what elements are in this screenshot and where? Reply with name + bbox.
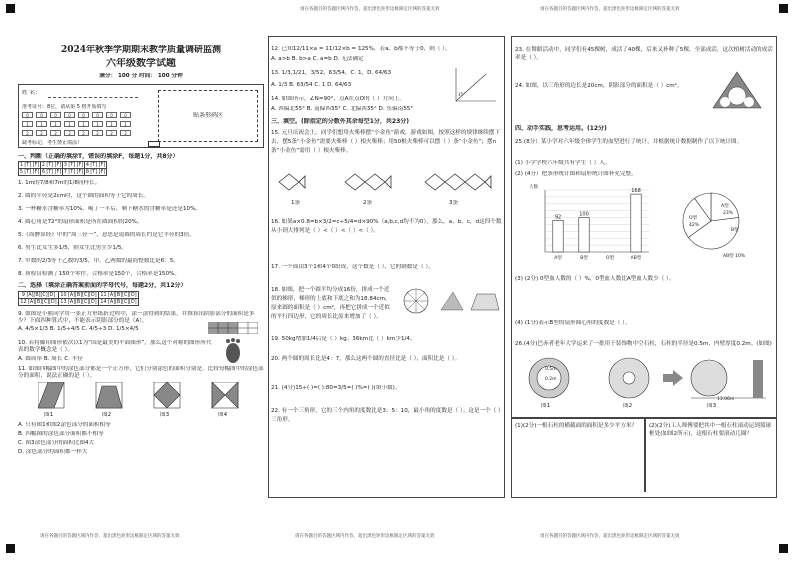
category-label: B型 [580,256,588,261]
question-25-2: (2) (4分）把条形统计图和扇形统计图补充完整。 [515,171,637,177]
digit-cell[interactable]: 0 [92,112,103,118]
question-1: 1. 1m的7/8和7m的1/8同样长。 [18,180,101,186]
pie-label: O型 [689,216,698,221]
answer-cell[interactable]: 6 [T] [F] [41,169,62,175]
question-10-options: A. 圆周率 B. 周长 C. 半径 [18,356,83,362]
digit-cell[interactable]: 1 [64,121,75,127]
q26-length-label: 13.06m [717,397,735,402]
q14-angle-figure [446,66,500,106]
exam-no-label: 准考证号：8位，请从第 5 格开始填写 [22,104,107,110]
question-11: 11. 如图四幅图中的涂色部分都是一个正方形，它们分别涂色的面积分别是，比较每幅图中的涂色部分的面积，说法正确的是（ ）。 [18,366,264,379]
question-14-options: A. 西偏北55° B. 南偏西35° C. 北偏西35° D. 东偏南55° [271,106,414,112]
question-16: 16. 如果a×0.8=b×3/2=c÷5/4=d×90%（a,b,c,d均不为0），那么，a，b，c，d这四个数从小到大排列是（ ）<（ ）<（ ）<（ ）。 [271,219,502,234]
answer-cell[interactable]: 8 [T] [F] [85,169,106,175]
digit-cell[interactable]: 1 [106,121,117,127]
category-label: A型 [554,256,562,261]
question-25-3: (3) (2分) 0型血人数的（ ）%，0型血人数比A型血人数少（ ）。 [515,276,675,282]
digit-cell[interactable]: 1 [120,121,131,127]
bottom-notice: 请在各题目的答题区域内作答，超出黑色矩形边框限定区域的答案无效 [40,534,180,539]
absent-label: 缺考标记，考生禁止填涂！ [22,140,83,146]
exam-subtitle: 六年级数学试题 [106,58,176,69]
corner-mark [779,544,788,553]
question-13: 13. 1/3,1/21，3/52，63/54，C. 1，D. 64/63 [271,70,392,76]
answer-cell[interactable]: 4 [T] [F] [85,162,106,168]
part2-heading: 二、选择（填涂正确答案前面的字母代号，每题2分，共12分） [18,282,187,289]
q9-shaded-grid [208,322,258,334]
question-20: 20. 两个圆的周长比是4：7，那么这两个圆的直径比是（ ），面积比是（ ）。 [271,356,461,362]
bar-value-label: 100 [579,211,589,218]
question-11-option-b: B. 四幅图的涂色部分面积都不相等 [18,431,104,437]
question-23: 23. 在舞蹈活动中，同学们有45棵树，成活了40棵，后来又补种了5棵，全部成活，这次植树活动的成活率是（ ）。 [515,47,773,61]
question-6: 6. 男生比女生多1/5，则女生比男生少1/5。 [18,245,128,251]
q11-label: 图3 [160,412,170,418]
question-15: 15. 元旦庆祝会上，同学们想用火柴棒摆“小金鱼”游戏，游戏如图，按照这样的规律继续摆下去，摆5条“小金鱼”需要火柴棒（ ）根火柴棒；用50根火柴棒可以摆（ ）条“小金鱼”；摆n条“小金鱼”需用（ ）根火柴棒。 [271,130,501,154]
bar [631,194,641,252]
y-axis-label: 人数 [529,185,538,190]
q11-label: 图2 [102,412,112,418]
digit-cell[interactable]: 2 [22,130,33,136]
exam-meta: 满分： 100 分 时间： 100 分钟 [99,73,183,79]
question-19: 19. 50kg增加1/4后是（ ）kg；36km比（ ）km少1/4。 [271,336,416,342]
blood-type-bar-chart [527,180,657,264]
question-7: 7. 甲数的2/3等于乙数的3/5，甲、乙两数的最简整数比是6：5。 [18,258,179,264]
question-11-option-d: D. 涂色部分的面积都一样大 [18,449,88,455]
name-label: 姓 名： [22,90,41,96]
answer-cell[interactable]: 1 [T] [F] [19,162,40,168]
part2-answer-grid[interactable] [18,291,139,306]
digit-cell[interactable]: 2 [106,130,117,136]
q11-label: 图1 [44,412,54,418]
barcode-label: 贴条形码区 [192,112,223,119]
question-13-options: A. 1/3 B. 63/54 C. 1 D. 64/63 [271,82,352,88]
answer-cell[interactable]: 12 [A][B][C][D] [20,299,57,305]
q26-label: 图1 [541,403,551,409]
digit-cell[interactable]: 2 [78,130,89,136]
answer-cell[interactable]: 10 [A][B][C][D] [60,292,97,298]
pie-label: B型 [731,228,739,233]
digit-cell[interactable]: 2 [64,130,75,136]
digit-cell[interactable]: 0 [64,112,75,118]
question-10: 10. 若将脚印图形依次以1为“国是最美的平面图形”，那么这个对称的图形所代表的数学概念是（ ）。 [18,340,212,353]
digit-cell[interactable]: 1 [78,121,89,127]
question-9: 9. 如图是小熊同学用一张正方形纸折过程中，涂一涂得到的结果，并推算出阴影部分的面积是多少？下面四种算式中，不能表示阴影部分的是（A）。 [18,311,255,324]
corner-mark [779,4,788,13]
digit-cell[interactable]: 0 [50,112,61,118]
digit-cell[interactable]: 2 [92,130,103,136]
question-14: 14. 如图所示，∠N=90°，点A在点O的（ ）方向上。 [271,96,405,102]
q24-triangle-figure [711,70,763,110]
answer-cell[interactable]: 13 [A][B][C][D] [60,299,97,305]
digit-cell[interactable]: 1 [22,121,33,127]
digit-cell[interactable]: 1 [36,121,47,127]
question-8: 8. 质检员检测了150个零件，合格率是150个，合格率是150%。 [18,271,180,277]
pie-label: 23% [723,211,734,216]
top-notice: 请在各题目的答题区域内作答，超出黑色矩形边框限定区域的答案无效 [300,7,440,12]
question-26-b: (2)(2分)工人师傅要把其中一根石柱滚动运到篮球框处(如图2所示)，这根石柱要滚动几圈？ [649,423,772,437]
question-24: 24. 如图，以三角形的边长是20cm，阴影部分的面积是（ ）cm²。 [515,83,683,89]
digit-cell[interactable]: 0 [120,112,131,118]
question-25: 25.(8分）某小学对六年级全体学生的血型进行了统计，并根据统计数据制作了以下统计图。 [515,139,743,145]
column-3 [511,30,777,528]
q26-label: 图3 [707,403,717,409]
q15-label: 2条 [363,200,373,206]
category-label: AB型 [630,256,642,261]
digit-cell[interactable]: 2 [120,130,131,136]
part4-heading: 四、动手实践，思考运用。(12分) [515,125,607,132]
q18-circle-figure [401,286,501,316]
pie-label: AB型 10% [723,254,746,259]
bar-value-label: 92 [554,214,562,221]
question-26: 26.(4分)巴赤者老年大学运来了一批用于装饰物中空石柱，石柱的半径是0.5m，内壁厚度0.2m。(如图) [515,341,772,347]
bar [553,220,563,252]
part1-answer-grid[interactable] [18,161,107,176]
question-21: 21. (4分)15÷( )=( ):80=3/5=( )%=( )(填小数)。 [271,385,401,391]
bar [579,218,589,252]
corner-mark [6,544,15,553]
bar-value-label: 168 [631,188,641,195]
digit-cell[interactable]: 2 [36,130,47,136]
pie-label: A型 [721,204,729,209]
answer-cell[interactable]: 7 [T] [F] [63,169,84,175]
answer-cell[interactable]: 3 [T] [F] [63,162,84,168]
pie-label: 42% [689,223,700,228]
question-22: 22. 有一个三角形，它的三个内角的度数比是3：5：10，最小角的度数是（ ）；这是一个（ ）三角形。 [271,408,501,423]
footprint-icon [218,338,248,364]
answer-cell[interactable]: 5 [T] [F] [19,169,40,175]
exam-title: 2024年秋季学期期末教学质量调研监测 [60,45,222,55]
answer-cell[interactable]: 14 [A][B][C][D] [100,299,137,305]
question-18: 18. 如图，把一个圆平均分成16份，拼成一个近似的梯形，梯形的上底和下底之和为18.84cm，原来圆的面积是（ ）cm²，再把它拼成一个近似的平行四边形，它的周长比原来增加了（ ）。 [271,287,391,320]
digit-cell[interactable]: 0 [78,112,89,118]
question-11-option-a: A. 只有图1和图2涂色部分的面积相等 [18,422,111,428]
bottom-notice: 请在各题目的答题区域内作答，超出黑色矩形边框限定区域的答案无效 [540,534,680,539]
part3-heading: 三、填空。(除指定的分数外其余每空1分，共23分) [271,118,410,125]
q15-label: 1条 [291,200,301,206]
q26-radius-label: 0.5m [545,367,557,372]
digit-cell[interactable]: 0 [22,112,33,118]
q26-label: 图2 [623,403,633,409]
corner-mark [6,4,15,13]
column-2 [271,30,503,528]
column-1 [18,30,264,528]
answer-cell[interactable]: 9 [A][B][C][D] [19,292,59,299]
question-4: 4. 圆心角是72°的扇形面积是所在圆面积的20%。 [18,219,143,225]
question-2: 2. 圆的半径是2cm时，这个圆的面积等于它的周长。 [18,193,150,199]
question-5: 5.《周髀算经》中的“周三径一”，意思是说圆的周长约是它半径的3倍。 [18,232,195,238]
question-25-1: (1) 小学学校六年级共有学生（ ）人。 [515,160,611,166]
question-12-options: A. a>b B. b>a C. a=b D. 无法确定 [271,56,364,62]
blood-type-pie-chart [671,185,771,265]
question-12: 12. 已知12/11×a = 11/12×b = 125%，若a、b都不等于0，则（ ）。 [271,46,451,52]
question-26-a: (1)(2分)一根石柱的横截面的面积是多少平方米？ [515,423,638,429]
answer-cell[interactable]: 2 [T] [F] [41,162,62,168]
question-3: 3. 一杯糖水含糖率为10%，喝了一半后，剩下糖水的含糖率是还是10%。 [18,206,202,212]
bottom-notice: 请在各题目的答题区域内作答，超出黑色矩形边框限定区域的答案无效 [295,534,435,539]
answer-cell[interactable]: 11 [A][B][C][D] [100,292,137,298]
q15-label: 3条 [449,200,459,206]
q11-label: 图4 [218,412,228,418]
digit-cell[interactable]: 0 [106,112,117,118]
question-11-option-c: C. 图3涂色部分的面积比图4大 [18,440,95,446]
top-notice: 请在各题目的答题区域内作答，超出黑色矩形边框限定区域的答案无效 [540,7,680,12]
absent-checkbox[interactable] [148,141,160,147]
digit-cell[interactable]: 2 [50,130,61,136]
part1-heading: 一、判断（正确的填涂T，错误的填涂F，每题1分，共8分） [18,153,179,160]
question-9-options: A. 4/5×1/3 B. 1/5÷4/5 C. 4/5÷3 D. 1/5×4/5 [18,326,139,332]
question-25-4: (4) (1分)表示B型的扇形圆心角的度数是（ ）。 [515,320,631,326]
digit-cell[interactable]: 0 [36,112,47,118]
digit-cell[interactable]: 1 [92,121,103,127]
svg-text:35°: 35° [458,92,466,97]
q26-thickness-label: 0.2m [545,377,557,382]
category-label: O型 [605,256,615,261]
question-17: 17. 一个面由3个1和4个0组成，这个数是（ ），它的倒数是（ ）。 [271,264,434,270]
digit-cell[interactable]: 1 [50,121,61,127]
